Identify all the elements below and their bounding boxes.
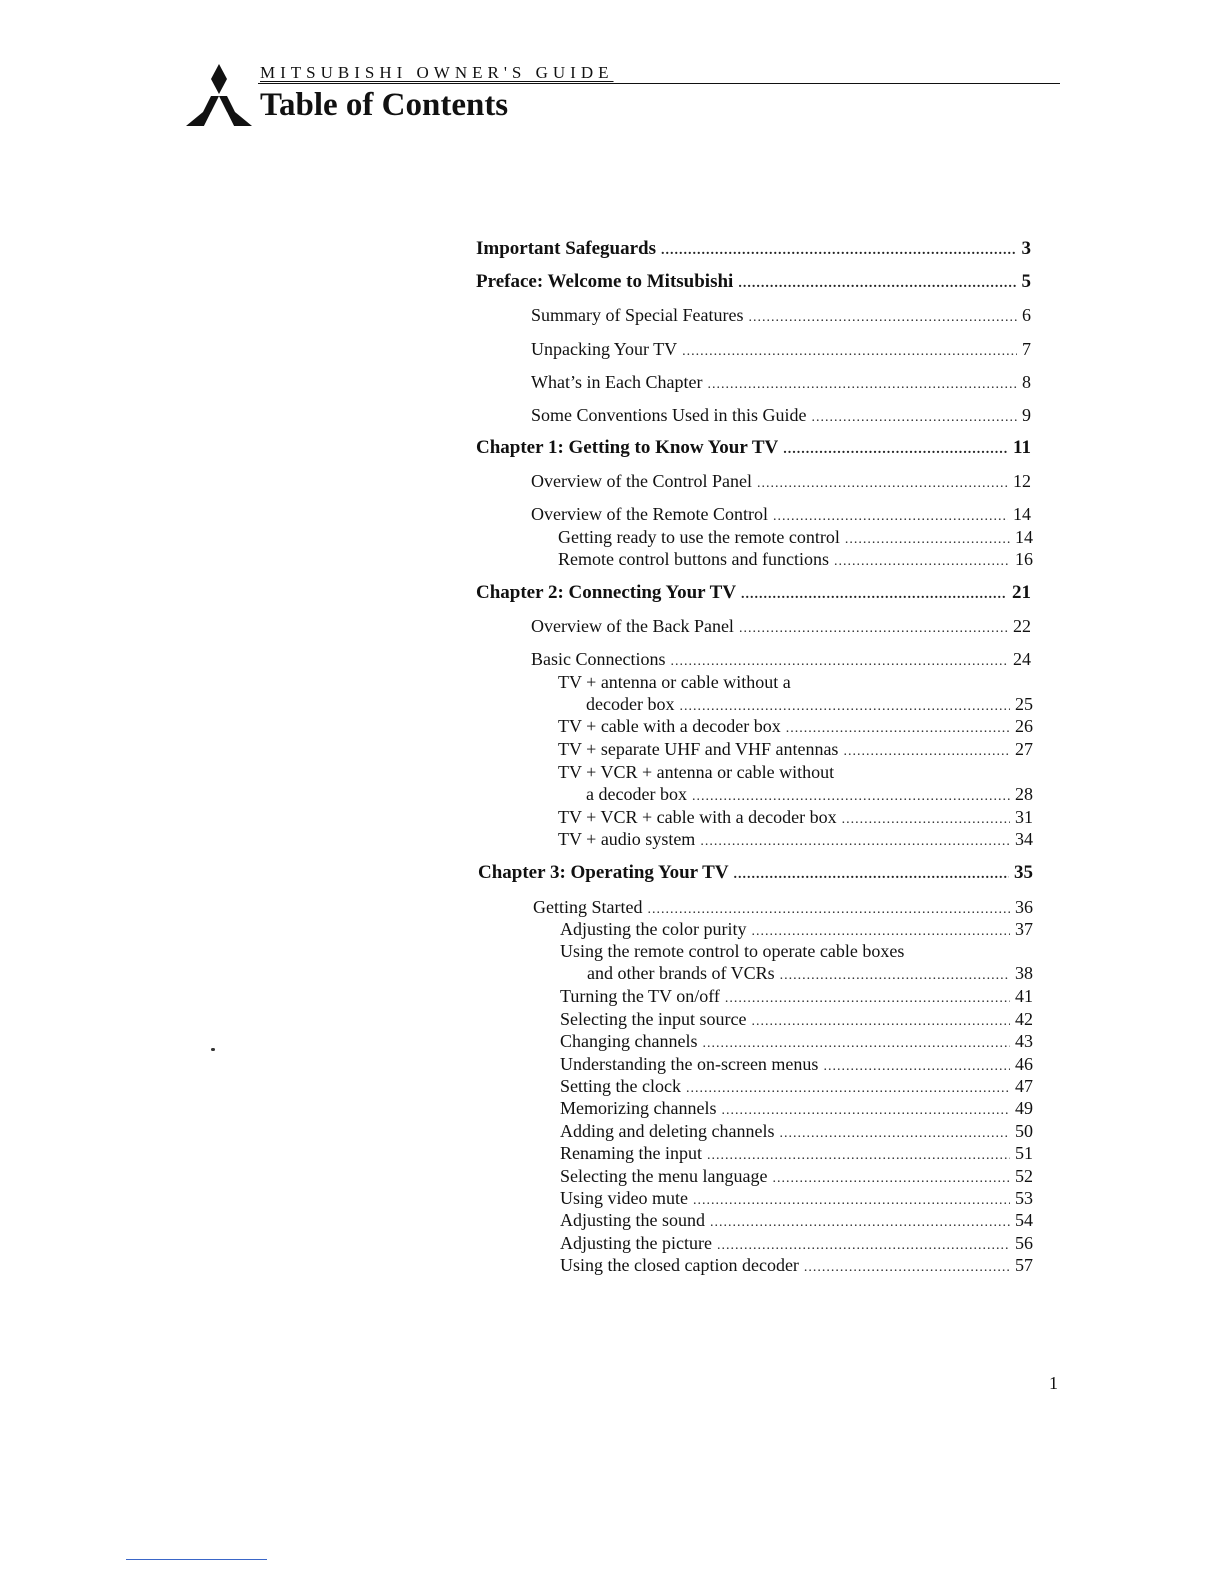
toc-entry-remote-buttons[interactable] (558, 548, 1033, 573)
toc-entry-title: Setting the clock (560, 1076, 681, 1096)
toc-entry-page: 8 (1022, 372, 1031, 392)
toc-entry-page: 26 (1015, 716, 1033, 736)
toc-entry-title: a decoder box (586, 784, 687, 804)
toc-entry-page: 27 (1015, 739, 1033, 759)
toc-entry-title: Chapter 2: Connecting Your TV (476, 582, 737, 603)
toc-entry-title: decoder box (586, 694, 675, 714)
toc-entry-page: 35 (1014, 862, 1033, 883)
toc-entry-adjusting-sound[interactable] (560, 1209, 1033, 1234)
toc-entry-page: 56 (1015, 1233, 1033, 1253)
toc-entry-summary-features[interactable] (531, 304, 1031, 329)
guide-label: MITSUBISHI OWNER'S GUIDE (260, 63, 614, 82)
dot-leader (692, 786, 1010, 808)
toc-entry-title: Chapter 1: Getting to Know Your TV (476, 437, 779, 458)
toc-entry-title: and other brands of VCRs (587, 963, 775, 983)
toc-entry-basic-connections[interactable] (531, 648, 1031, 673)
toc-entry-page: 28 (1015, 784, 1033, 804)
dot-leader (710, 1212, 1010, 1234)
toc-entry-title: Selecting the input source (560, 1009, 747, 1029)
dot-leader (707, 1145, 1010, 1167)
toc-entry-page: 22 (1013, 616, 1031, 636)
toc-entry-title: Selecting the menu language (560, 1166, 768, 1186)
toc-entry-title: Adjusting the sound (560, 1210, 706, 1230)
dot-leader (739, 618, 1008, 640)
toc-entry-title: TV + audio system (558, 829, 696, 849)
toc-entry-chapter-1[interactable] (476, 437, 1031, 461)
toc-entry-page: 7 (1022, 339, 1031, 359)
dot-leader (804, 1257, 1010, 1279)
dot-leader (700, 831, 1010, 853)
toc-entry-page: 36 (1015, 897, 1033, 917)
toc-entry-important-safeguards[interactable] (476, 238, 1031, 262)
toc-entry-page: 14 (1015, 527, 1033, 547)
dot-leader (786, 718, 1010, 740)
toc-entry-title: Getting ready to use the remote control (558, 527, 840, 547)
dot-leader (757, 473, 1008, 495)
toc-entry-title: Chapter 3: Operating Your TV (478, 862, 729, 883)
toc-entry-page: 6 (1022, 305, 1031, 325)
dot-leader (773, 506, 1008, 528)
toc-entry-preface[interactable] (476, 271, 1031, 295)
toc-entry-page: 11 (1013, 437, 1031, 458)
toc-entry-title: Remote control buttons and functions (558, 549, 829, 569)
toc-entry-title: Renaming the input (560, 1143, 702, 1163)
toc-entry-unpacking[interactable] (531, 338, 1031, 363)
toc-entry-control-panel[interactable] (531, 470, 1031, 495)
toc-entry-tv-uhf-vhf[interactable] (558, 738, 1033, 763)
bottom-rule (126, 1559, 267, 1560)
toc-entry-title: Memorizing channels (560, 1098, 717, 1118)
dot-leader (670, 651, 1008, 673)
toc-entry-page: 14 (1013, 504, 1031, 524)
toc-entry-remote-cable[interactable] (587, 962, 1033, 987)
toc-entry-page: 52 (1015, 1166, 1033, 1186)
toc-entry-whats-in-chapter[interactable] (531, 371, 1031, 396)
toc-entry-page: 41 (1015, 986, 1033, 1006)
toc-entry-title: Overview of the Remote Control (531, 504, 768, 524)
toc-entry-page: 12 (1013, 471, 1031, 491)
toc-entry-title: TV + separate UHF and VHF antennas (558, 739, 839, 759)
toc-entry-page: 43 (1015, 1031, 1033, 1051)
toc-entry-title-line: Using the remote control to operate cable boxes (560, 941, 905, 961)
dot-leader (783, 439, 1008, 461)
toc-entry-page: 37 (1015, 919, 1033, 939)
dot-leader (780, 965, 1010, 987)
toc-entry-title: Getting Started (533, 897, 643, 917)
toc-entry-title: What’s in Each Chapter (531, 372, 703, 392)
dot-leader (843, 741, 1010, 763)
toc-entry-page: 3 (1021, 238, 1031, 259)
dot-leader (748, 307, 1017, 329)
toc-entry-page: 50 (1015, 1121, 1033, 1141)
toc-entry-page: 5 (1021, 271, 1031, 292)
toc-entry-page: 51 (1015, 1143, 1033, 1163)
dot-leader (812, 407, 1018, 429)
toc-entry-page: 49 (1015, 1098, 1033, 1118)
dot-leader (738, 273, 1016, 295)
toc-entry-title: Summary of Special Features (531, 305, 744, 325)
toc-entry-title: Basic Connections (531, 649, 666, 669)
page-number: 1 (1049, 1373, 1058, 1393)
toc-entry-renaming-input[interactable] (560, 1142, 1033, 1167)
toc-entry-page: 16 (1015, 549, 1033, 569)
toc-entry-chapter-3[interactable] (478, 862, 1033, 886)
toc-entry-title-line: TV + VCR + antenna or cable without (558, 762, 835, 782)
toc-entry-title: Adding and deleting channels (560, 1121, 775, 1141)
toc-entry-title: Important Safeguards (476, 238, 656, 259)
toc-entry-page: 53 (1015, 1188, 1033, 1208)
toc-entry-tv-audio[interactable] (558, 828, 1033, 853)
toc-entry-remote-control[interactable] (531, 503, 1031, 528)
toc-entry-page: 46 (1015, 1054, 1033, 1074)
dot-leader (741, 584, 1007, 606)
dot-leader (707, 374, 1017, 396)
dot-leader (725, 988, 1010, 1010)
toc-entry-title: Unpacking Your TV (531, 339, 678, 359)
toc-entry-chapter-2[interactable] (476, 582, 1031, 606)
toc-entry-title-line: TV + antenna or cable without a (558, 672, 791, 692)
toc-entry-page: 38 (1015, 963, 1033, 983)
toc-entry-title: Understanding the on-screen menus (560, 1054, 819, 1074)
dot-leader (734, 864, 1009, 886)
toc-entry-page: 25 (1015, 694, 1033, 714)
toc-entry-page: 24 (1013, 649, 1031, 669)
toc-entry-title: Adjusting the color purity (560, 919, 747, 939)
dot-leader (721, 1100, 1010, 1122)
toc-entry-changing-channels[interactable] (560, 1030, 1033, 1055)
dot-leader (661, 240, 1017, 262)
toc-entry-conventions[interactable] (531, 404, 1031, 429)
toc-entry-title: Preface: Welcome to Mitsubishi (476, 271, 734, 292)
toc-entry-turning-on-off[interactable] (560, 985, 1033, 1010)
toc-entry-title: Using video mute (560, 1188, 688, 1208)
toc-entry-page: 31 (1015, 807, 1033, 827)
page-title: Table of Contents (260, 87, 509, 123)
toc-entry-page: 21 (1012, 582, 1031, 603)
toc-entry-tv-cable-decoder[interactable] (558, 715, 1033, 740)
toc-entry-title: Overview of the Control Panel (531, 471, 752, 491)
toc-entry-title: TV + VCR + cable with a decoder box (558, 807, 837, 827)
toc-entry-back-panel[interactable] (531, 615, 1031, 640)
toc-entry-title: Changing channels (560, 1031, 698, 1051)
toc-entry-page: 54 (1015, 1210, 1033, 1230)
toc-entry-title: Some Conventions Used in this Guide (531, 405, 807, 425)
toc-entry-closed-caption[interactable] (560, 1254, 1033, 1279)
dot-leader (682, 341, 1017, 363)
toc-entry-page: 34 (1015, 829, 1033, 849)
toc-entry-title: TV + cable with a decoder box (558, 716, 781, 736)
stray-mark (211, 1048, 215, 1051)
toc-entry-title: Turning the TV on/off (560, 986, 720, 1006)
toc-entry-page: 57 (1015, 1255, 1033, 1275)
toc-entry-page: 47 (1015, 1076, 1033, 1096)
toc-entry-title: Overview of the Back Panel (531, 616, 734, 636)
dot-leader (834, 551, 1010, 573)
dot-leader (702, 1033, 1010, 1055)
toc-entry-page: 42 (1015, 1009, 1033, 1029)
toc-entry-memorizing-channels[interactable] (560, 1097, 1033, 1122)
toc-entry-title: Using the closed caption decoder (560, 1255, 799, 1275)
toc-entry-page: 9 (1022, 405, 1031, 425)
toc-entry-tv-vcr-antenna[interactable] (586, 783, 1033, 808)
toc-entry-title: Adjusting the picture (560, 1233, 712, 1253)
